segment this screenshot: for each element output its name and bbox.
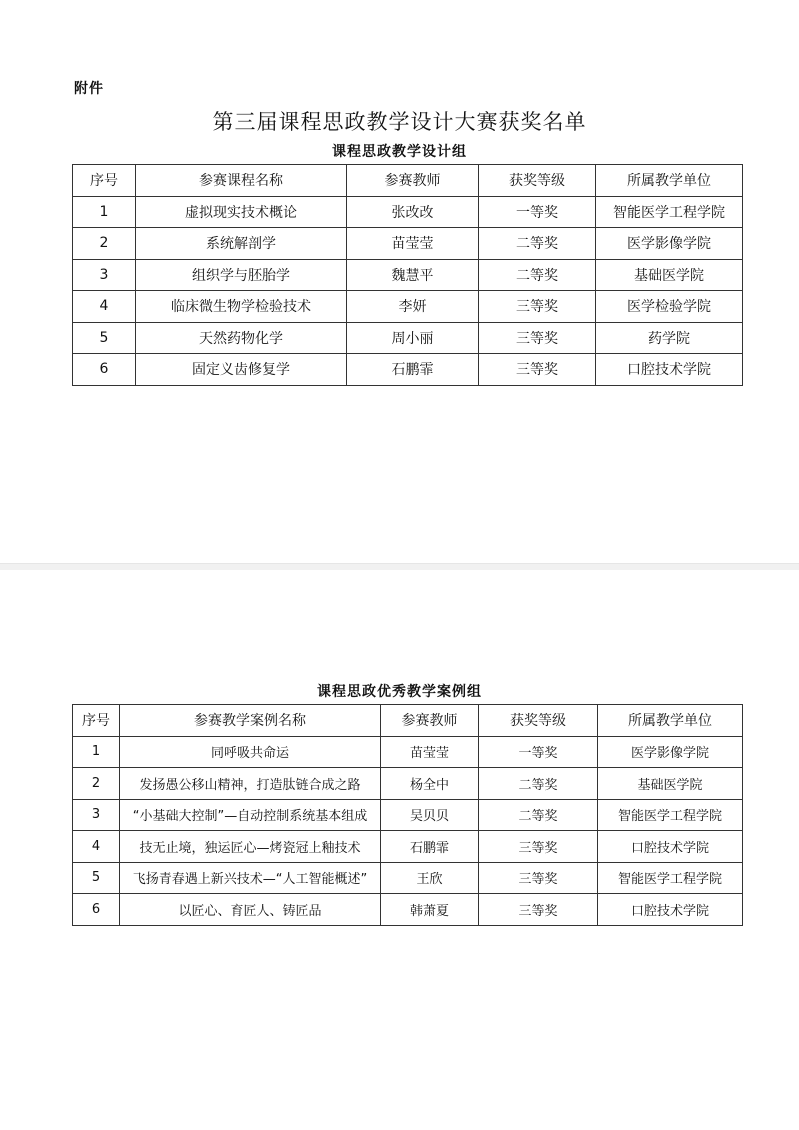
table-cell: 临床微生物学检验技术 [136, 291, 347, 323]
table-cell: 智能医学工程学院 [598, 799, 743, 831]
table-cell: “小基础大控制”—自动控制系统基本组成 [120, 799, 381, 831]
table-cell: 王欣 [381, 862, 479, 894]
document-title: 第三届课程思政教学设计大赛获奖名单 [212, 110, 587, 134]
table-row [73, 831, 743, 863]
table-cell: 虚拟现实技术概论 [136, 196, 347, 228]
table-cell: 3 [73, 259, 136, 291]
table-cell: 1 [73, 736, 120, 768]
table-cell: 4 [73, 831, 120, 863]
table-cell: 二等奖 [479, 768, 598, 800]
header-cell: 参赛教学案例名称 [120, 705, 381, 737]
table-cell: 3 [73, 799, 120, 831]
table-cell: 医学影像学院 [596, 228, 743, 260]
table-cell: 吴贝贝 [381, 799, 479, 831]
header-cell: 序号 [73, 705, 120, 737]
table-cell: 1 [73, 196, 136, 228]
table-cell: 二等奖 [479, 799, 598, 831]
table-cell: 石鹏霏 [381, 831, 479, 863]
table-cell: 三等奖 [479, 322, 596, 354]
table-cell: 口腔技术学院 [598, 831, 743, 863]
table-cell: 石鹏霏 [347, 354, 479, 386]
table-cell: 5 [73, 862, 120, 894]
table-cell: 张改改 [347, 196, 479, 228]
table-cell: 杨全中 [381, 768, 479, 800]
table-row [73, 196, 743, 228]
table-header-row [73, 705, 743, 737]
table-cell: 李妍 [347, 291, 479, 323]
header-cell: 所属教学单位 [596, 165, 743, 197]
header-cell: 参赛课程名称 [136, 165, 347, 197]
table-cell: 基础医学院 [598, 768, 743, 800]
table-cell: 系统解剖学 [136, 228, 347, 260]
table-cell: 三等奖 [479, 291, 596, 323]
header-cell: 所属教学单位 [598, 705, 743, 737]
table-cell: 口腔技术学院 [596, 354, 743, 386]
table-row [73, 228, 743, 260]
table-cell: 2 [73, 228, 136, 260]
table-cell: 苗莹莹 [381, 736, 479, 768]
table-row [73, 259, 743, 291]
table-cell: 技无止境，独运匠心—烤瓷冠上釉技术 [120, 831, 381, 863]
table-cell: 发扬愚公移山精神，打造肽链合成之路 [120, 768, 381, 800]
table-cell: 飞扬青春遇上新兴技术—“人工智能概述” [120, 862, 381, 894]
header-cell: 序号 [73, 165, 136, 197]
table-cell: 智能医学工程学院 [598, 862, 743, 894]
table-cell: 一等奖 [479, 196, 596, 228]
table-row [73, 736, 743, 768]
table-cell: 三等奖 [479, 862, 598, 894]
table-cell: 固定义齿修复学 [136, 354, 347, 386]
case-award-table [72, 704, 743, 926]
group2-title: 课程思政优秀教学案例组 [317, 684, 482, 700]
header-cell: 参赛教师 [381, 705, 479, 737]
table-cell: 三等奖 [479, 354, 596, 386]
table-cell: 6 [73, 354, 136, 386]
table-cell: 二等奖 [479, 259, 596, 291]
table-cell: 5 [73, 322, 136, 354]
table-cell: 口腔技术学院 [598, 894, 743, 926]
table-cell: 基础医学院 [596, 259, 743, 291]
table-row [73, 799, 743, 831]
table-cell: 一等奖 [479, 736, 598, 768]
table-row [73, 354, 743, 386]
table-cell: 药学院 [596, 322, 743, 354]
table-cell: 苗莹莹 [347, 228, 479, 260]
table-cell: 韩萧夏 [381, 894, 479, 926]
group1-title: 课程思政教学设计组 [332, 144, 467, 160]
table-row [73, 862, 743, 894]
table-row [73, 894, 743, 926]
table-cell: 2 [73, 768, 120, 800]
table-cell: 二等奖 [479, 228, 596, 260]
table-cell: 6 [73, 894, 120, 926]
design-award-table [72, 164, 743, 386]
table-cell: 以匠心、育匠人、铸匠品 [120, 894, 381, 926]
table-cell: 魏慧平 [347, 259, 479, 291]
table-cell: 智能医学工程学院 [596, 196, 743, 228]
table-cell: 周小丽 [347, 322, 479, 354]
header-cell: 获奖等级 [479, 705, 598, 737]
header-cell: 参赛教师 [347, 165, 479, 197]
header-cell: 获奖等级 [479, 165, 596, 197]
table-cell: 同呼吸共命运 [120, 736, 381, 768]
table-row [73, 768, 743, 800]
table-cell: 三等奖 [479, 894, 598, 926]
table-header-row [73, 165, 743, 197]
table-cell: 三等奖 [479, 831, 598, 863]
attachment-label: 附件 [74, 81, 104, 97]
table-row [73, 322, 743, 354]
table-cell: 医学检验学院 [596, 291, 743, 323]
page-divider [0, 563, 799, 570]
table-cell: 医学影像学院 [598, 736, 743, 768]
table-cell: 天然药物化学 [136, 322, 347, 354]
table-cell: 组织学与胚胎学 [136, 259, 347, 291]
table-cell: 4 [73, 291, 136, 323]
table-row [73, 291, 743, 323]
